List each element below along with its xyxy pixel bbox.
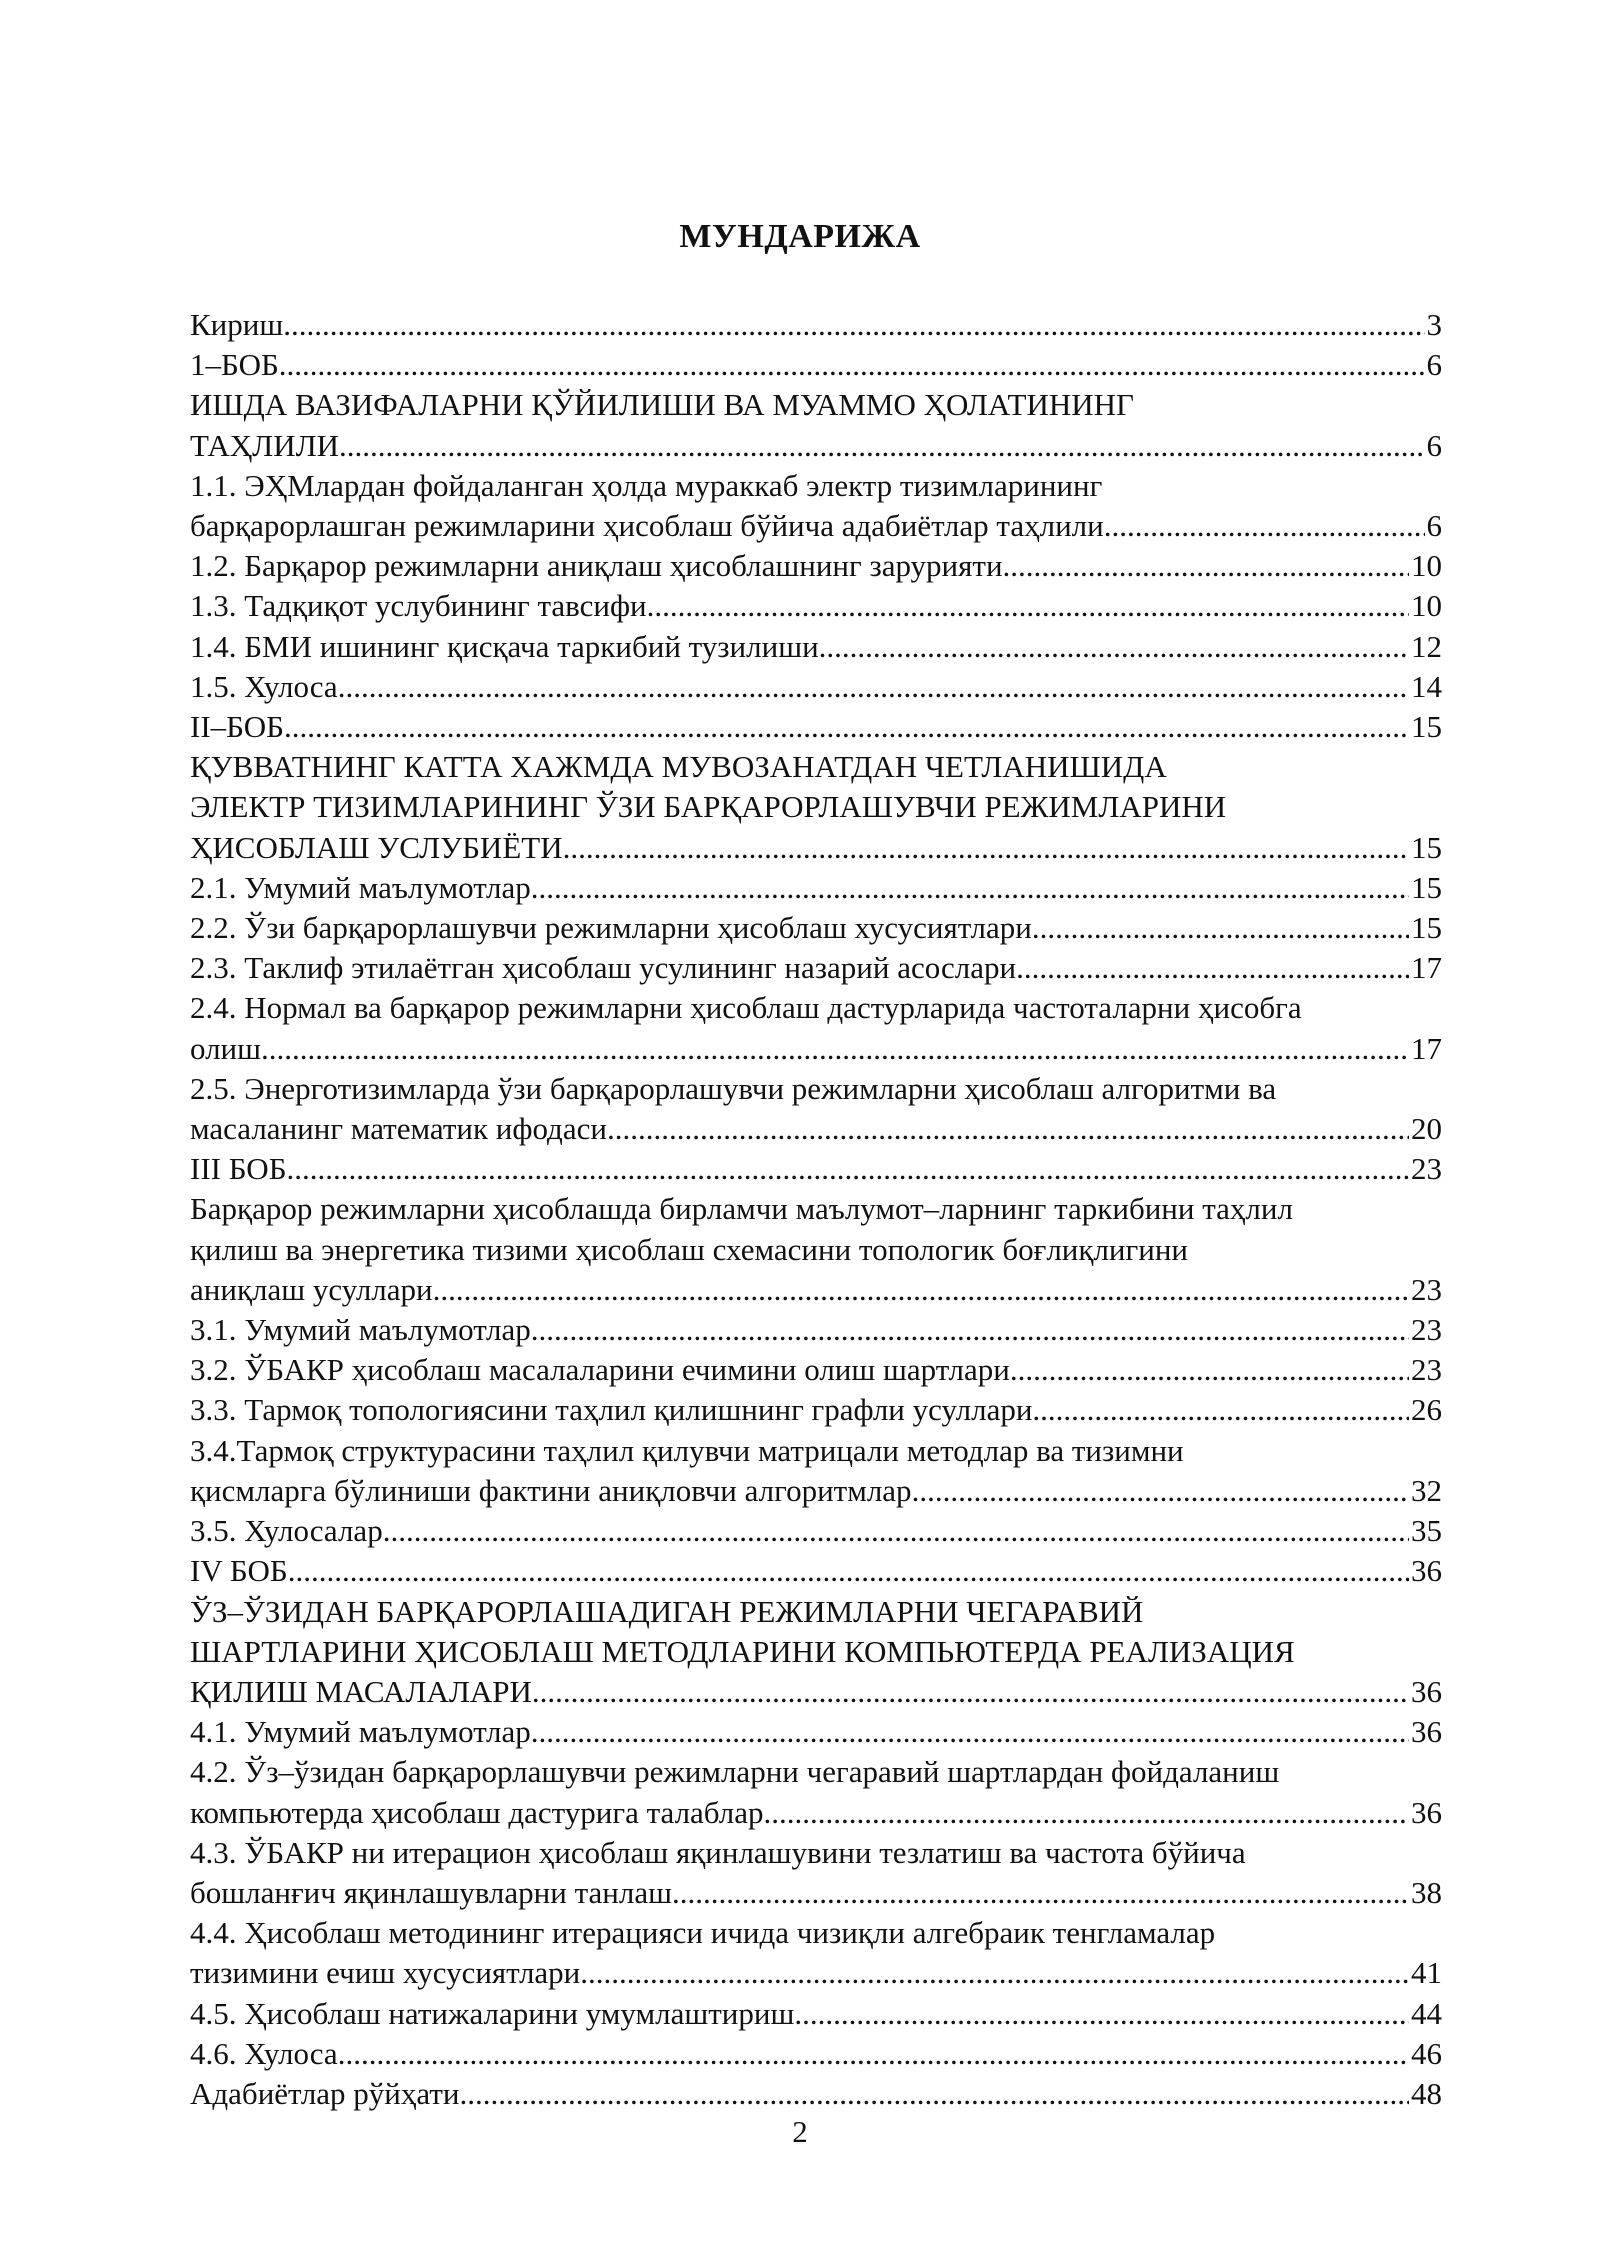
dot-leader	[338, 2034, 1409, 2074]
dot-leader	[283, 305, 1424, 345]
toc-entry-leader-line	[190, 506, 1442, 546]
toc-entry-title: масаланинг математик ифодаси	[190, 1111, 607, 1147]
toc-entry-text-line: ҚУВВАТНИНГ КАТТА ХАЖМДА МУВОЗАНАТДАН ЧЕТЛАНИШИДА	[190, 749, 1167, 785]
dot-leader	[287, 1149, 1410, 1189]
toc-page-number: 15	[1411, 829, 1442, 865]
toc-page-number: 6	[1426, 508, 1442, 544]
toc-entry-text-line: 3.4.Тармоқ структурасини таҳлил қилувчи матрицали методлар ва тизимни	[190, 1432, 1184, 1468]
toc-entry[interactable]	[190, 1310, 1442, 1350]
toc-entry[interactable]	[190, 305, 1442, 345]
toc-page-number: 26	[1411, 1392, 1442, 1428]
toc-entry[interactable]	[190, 1913, 1442, 1993]
toc-entry-title: 1.4. БМИ ишининг қисқача таркибий тузилиши	[190, 628, 819, 664]
toc-page-number: 12	[1411, 628, 1442, 664]
toc-entry-leader-line	[190, 1270, 1442, 1310]
toc-entry-title: аниқлаш усуллари	[190, 1271, 433, 1307]
dot-leader	[563, 828, 1409, 868]
toc-entry[interactable]	[190, 1189, 1442, 1310]
toc-entry-leader-line	[190, 1994, 1442, 2034]
toc-page-number: 23	[1411, 1352, 1442, 1388]
toc-page-number: 36	[1411, 1714, 1442, 1750]
dot-leader	[647, 586, 1409, 626]
toc-entry-text-line: ЎЗ–ЎЗИДАН БАРҚАРОРЛАШАДИГАН РЕЖИМЛАРНИ ЧЕГАРАВИЙ	[190, 1593, 1144, 1629]
toc-page-number: 23	[1411, 1151, 1442, 1187]
toc-entry[interactable]	[190, 667, 1442, 707]
toc-entry-title: 3.1. Умумий маълумотлар	[190, 1312, 531, 1348]
toc-entry[interactable]	[190, 1431, 1442, 1511]
toc-entry-title: 2.1. Умумий маълумотлар	[190, 869, 531, 905]
toc-entry[interactable]	[190, 1994, 1442, 2034]
toc-page-number: 15	[1411, 869, 1442, 905]
dot-leader	[383, 1511, 1409, 1551]
toc-entry-text-line: 1.1. ЭҲМлардан фойдаланган ҳолда мураккаб электр тизимларининг	[190, 467, 1103, 503]
toc-entry-title: 1.2. Барқарор режимларни аниқлаш ҳисоблашнинг зарурияти	[190, 548, 1003, 584]
page-title: МУНДАРИЖА	[679, 218, 921, 255]
dot-leader	[912, 1471, 1409, 1511]
toc-entry-title: 2.2. Ўзи барқарорлашувчи режимларни ҳисоблаш хусусиятлари	[190, 910, 1032, 946]
toc-entry[interactable]	[190, 2034, 1442, 2074]
toc-entry[interactable]	[190, 707, 1442, 747]
toc-entry[interactable]	[190, 988, 1442, 1068]
toc-entry-leader-line	[190, 1511, 1442, 1551]
toc-entry-text-line: ЭЛЕКТР ТИЗИМЛАРИНИНГ ЎЗИ БАРҚАРОРЛАШУВЧИ РЕЖИМЛАРИНИ	[190, 789, 1227, 825]
toc-entry-leader-line	[190, 627, 1442, 667]
toc-entry-leader-line	[190, 1149, 1442, 1189]
toc-entry-leader-line	[190, 1953, 1442, 1993]
toc-page-number: 23	[1411, 1271, 1442, 1307]
toc-page-number: 48	[1411, 2075, 1442, 2111]
dot-leader	[338, 667, 1409, 707]
toc-entry[interactable]	[190, 546, 1442, 586]
toc-entry-title: тизимини ечиш хусусиятлари	[190, 1955, 581, 1991]
toc-entry-title: 3.2. ЎБАКР ҳисоблаш масалаларини ечимини олиш шартлари	[190, 1352, 1010, 1388]
toc-page-number: 10	[1411, 588, 1442, 624]
toc-entry-text-line: ИШДА ВАЗИФАЛАРНИ ҚЎЙИЛИШИ ВА МУАММО ҲОЛАТИНИНГ	[190, 387, 1134, 423]
dot-leader	[284, 707, 1409, 747]
dot-leader	[531, 1310, 1409, 1350]
toc-entry-leader-line	[190, 2074, 1442, 2114]
toc-entry-title: 4.6. Хулоса	[190, 2035, 338, 2071]
toc-entry-title: IV БОБ	[190, 1553, 288, 1589]
dot-leader	[531, 1712, 1409, 1752]
toc-entry-leader-line	[190, 305, 1442, 345]
toc-entry-leader-line	[190, 1712, 1442, 1752]
toc-page-number: 44	[1411, 1995, 1442, 2031]
dot-leader	[532, 1672, 1409, 1712]
toc-page-number: 41	[1411, 1955, 1442, 1991]
toc-entry-title: III БОБ	[190, 1151, 287, 1187]
toc-entry-leader-line	[190, 1672, 1442, 1712]
toc-entry-text-line: ШАРТЛАРИНИ ҲИСОБЛАШ МЕТОДЛАРИНИ КОМПЬЮТЕРДА РЕАЛИЗАЦИЯ	[190, 1633, 1295, 1669]
toc-entry-leader-line	[190, 1471, 1442, 1511]
toc-page-number: 17	[1411, 1030, 1442, 1066]
dot-leader	[1003, 546, 1409, 586]
toc-entry-text-line: 4.4. Ҳисоблаш методининг итерацияси ичида чизиқли алгебраик тенгламалар	[190, 1915, 1216, 1951]
toc-entry[interactable]	[190, 627, 1442, 667]
toc-entry-title: олиш	[190, 1030, 262, 1066]
toc-entry[interactable]	[190, 908, 1442, 948]
toc-entry-leader-line	[190, 1390, 1442, 1430]
toc-entry-leader-line	[190, 1793, 1442, 1833]
toc-entry-leader-line	[190, 908, 1442, 948]
toc-page-number: 36	[1411, 1553, 1442, 1589]
dot-leader	[1016, 948, 1409, 988]
toc-entry[interactable]	[190, 868, 1442, 908]
toc-entry-leader-line	[190, 1551, 1442, 1591]
toc-entry-leader-line	[190, 586, 1442, 626]
toc-entry[interactable]	[190, 1752, 1442, 1832]
toc-entry-leader-line	[190, 426, 1442, 466]
dot-leader	[794, 1994, 1409, 2034]
toc-entry-text-line: 4.2. Ўз–ўзидан барқарорлашувчи режимларни чегаравий шартлардан фойдаланиш	[190, 1754, 1280, 1790]
toc-entry[interactable]	[190, 586, 1442, 626]
dot-leader	[764, 1793, 1409, 1833]
toc-entry-leader-line	[190, 1310, 1442, 1350]
table-of-contents	[190, 305, 1442, 2114]
toc-entry-leader-line	[190, 1350, 1442, 1390]
toc-entry-title: ТАҲЛИЛИ	[190, 427, 339, 463]
toc-entry-title: Адабиётлар рўйҳати	[190, 2075, 460, 2111]
toc-entry[interactable]	[190, 1833, 1442, 1913]
dot-leader	[1010, 1350, 1409, 1390]
toc-entry-title: қисмларга бўлиниши фактини аниқловчи алгоритмлар	[190, 1472, 912, 1508]
toc-entry-title: 1.3. Тадқиқот услубининг тавсифи	[190, 588, 647, 624]
toc-entry-leader-line	[190, 868, 1442, 908]
toc-entry-title: 2.3. Таклиф этилаётган ҳисоблаш усулининг назарий асослари	[190, 950, 1017, 986]
toc-page-number: 3	[1426, 307, 1442, 342]
toc-entry-leader-line	[190, 1109, 1442, 1149]
dot-leader	[288, 1551, 1409, 1591]
toc-page-number: 15	[1411, 910, 1442, 946]
toc-entry-title: Кириш	[190, 307, 284, 342]
toc-entry-leader-line	[190, 828, 1442, 868]
toc-entry[interactable]	[190, 1712, 1442, 1752]
toc-entry-title: II–БОБ	[190, 709, 284, 745]
dot-leader	[261, 1029, 1409, 1069]
toc-entry-leader-line	[190, 667, 1442, 707]
toc-entry-title: ҲИСОБЛАШ УСЛУБИЁТИ	[190, 829, 563, 865]
toc-entry[interactable]	[190, 1390, 1442, 1430]
toc-entry-leader-line	[190, 948, 1442, 988]
dot-leader	[459, 2074, 1409, 2114]
toc-page-number: 36	[1411, 1794, 1442, 1830]
toc-entry-text-line: қилиш ва энергетика тизими ҳисоблаш схемасини топологик боғлиқлигини	[190, 1231, 1188, 1267]
toc-entry-leader-line	[190, 546, 1442, 586]
toc-entry[interactable]	[190, 1511, 1442, 1551]
toc-page-number: 20	[1411, 1111, 1442, 1147]
toc-entry-title: 4.1. Умумий маълумотлар	[190, 1714, 531, 1750]
toc-entry-leader-line	[190, 345, 1442, 385]
toc-entry[interactable]	[190, 2074, 1442, 2114]
toc-entry[interactable]	[190, 1350, 1442, 1390]
toc-entry-leader-line	[190, 1029, 1442, 1069]
toc-entry-leader-line	[190, 707, 1442, 747]
toc-page-number: 46	[1411, 2035, 1442, 2071]
toc-entry-title: ҚИЛИШ МАСАЛАЛАРИ	[190, 1673, 532, 1709]
dot-leader	[819, 627, 1409, 667]
toc-entry-title: 1.5. Хулоса	[190, 668, 338, 704]
toc-entry-leader-line	[190, 1873, 1442, 1913]
toc-entry[interactable]	[190, 747, 1442, 868]
toc-page-number: 36	[1411, 1673, 1442, 1709]
toc-entry[interactable]	[190, 948, 1442, 988]
toc-entry-text-line: Барқарор режимларни ҳисоблашда бирламчи маълумот–ларнинг таркибини таҳлил	[190, 1191, 1293, 1227]
toc-entry[interactable]	[190, 1069, 1442, 1149]
toc-entry[interactable]	[190, 1149, 1442, 1189]
toc-entry-leader-line	[190, 2034, 1442, 2074]
dot-leader	[1032, 1390, 1409, 1430]
toc-entry-title: 3.5. Хулосалар	[190, 1513, 383, 1549]
toc-entry[interactable]	[190, 345, 1442, 385]
toc-page-number: 35	[1411, 1513, 1442, 1549]
toc-page-number: 17	[1411, 950, 1442, 986]
dot-leader	[607, 1109, 1409, 1149]
dot-leader	[531, 868, 1409, 908]
toc-page-number: 38	[1411, 1874, 1442, 1910]
dot-leader	[1032, 908, 1409, 948]
toc-entry-title: бошланғич яқинлашувларни танлаш	[190, 1874, 672, 1910]
toc-page-number: 32	[1411, 1472, 1442, 1508]
page-number: 2	[792, 2114, 808, 2149]
dot-leader	[580, 1953, 1409, 1993]
toc-entry-text-line: 2.5. Энерготизимларда ўзи барқарорлашувчи режимларни ҳисоблаш алгоритми ва	[190, 1070, 1277, 1106]
toc-entry-title: 4.5. Ҳисоблаш натижаларини умумлаштириш	[190, 1995, 795, 2031]
toc-entry-text-line: 4.3. ЎБАКР ни итерацион ҳисоблаш яқинлашувини тезлатиш ва частота бўйича	[190, 1834, 1246, 1870]
toc-entry[interactable]	[190, 385, 1442, 465]
toc-entry-title: компьютерда ҳисоблаш дастурига талаблар	[190, 1794, 764, 1830]
toc-entry-title: 1–БОБ	[190, 347, 279, 383]
toc-page-number: 10	[1411, 548, 1442, 584]
dot-leader	[279, 345, 1425, 385]
toc-entry[interactable]	[190, 466, 1442, 546]
toc-entry[interactable]	[190, 1592, 1442, 1713]
toc-entry-title: барқарорлашган режимларини ҳисоблаш бўйича адабиётлар таҳлили	[190, 508, 1104, 544]
toc-page-number: 6	[1426, 427, 1442, 463]
dot-leader	[339, 426, 1425, 466]
toc-page-number: 14	[1411, 668, 1442, 704]
dot-leader	[433, 1270, 1409, 1310]
toc-entry[interactable]	[190, 1551, 1442, 1591]
dot-leader	[1104, 506, 1425, 546]
toc-page-number: 15	[1411, 709, 1442, 745]
dot-leader	[672, 1873, 1409, 1913]
toc-entry-text-line: 2.4. Нормал ва барқарор режимларни ҳисоблаш дастурларида частоталарни ҳисобга	[190, 990, 1302, 1026]
toc-entry-title: 3.3. Тармоқ топологиясини таҳлил қилишнинг графли усуллари	[190, 1392, 1033, 1428]
toc-page-number: 23	[1411, 1312, 1442, 1348]
toc-page-number: 6	[1426, 347, 1442, 383]
